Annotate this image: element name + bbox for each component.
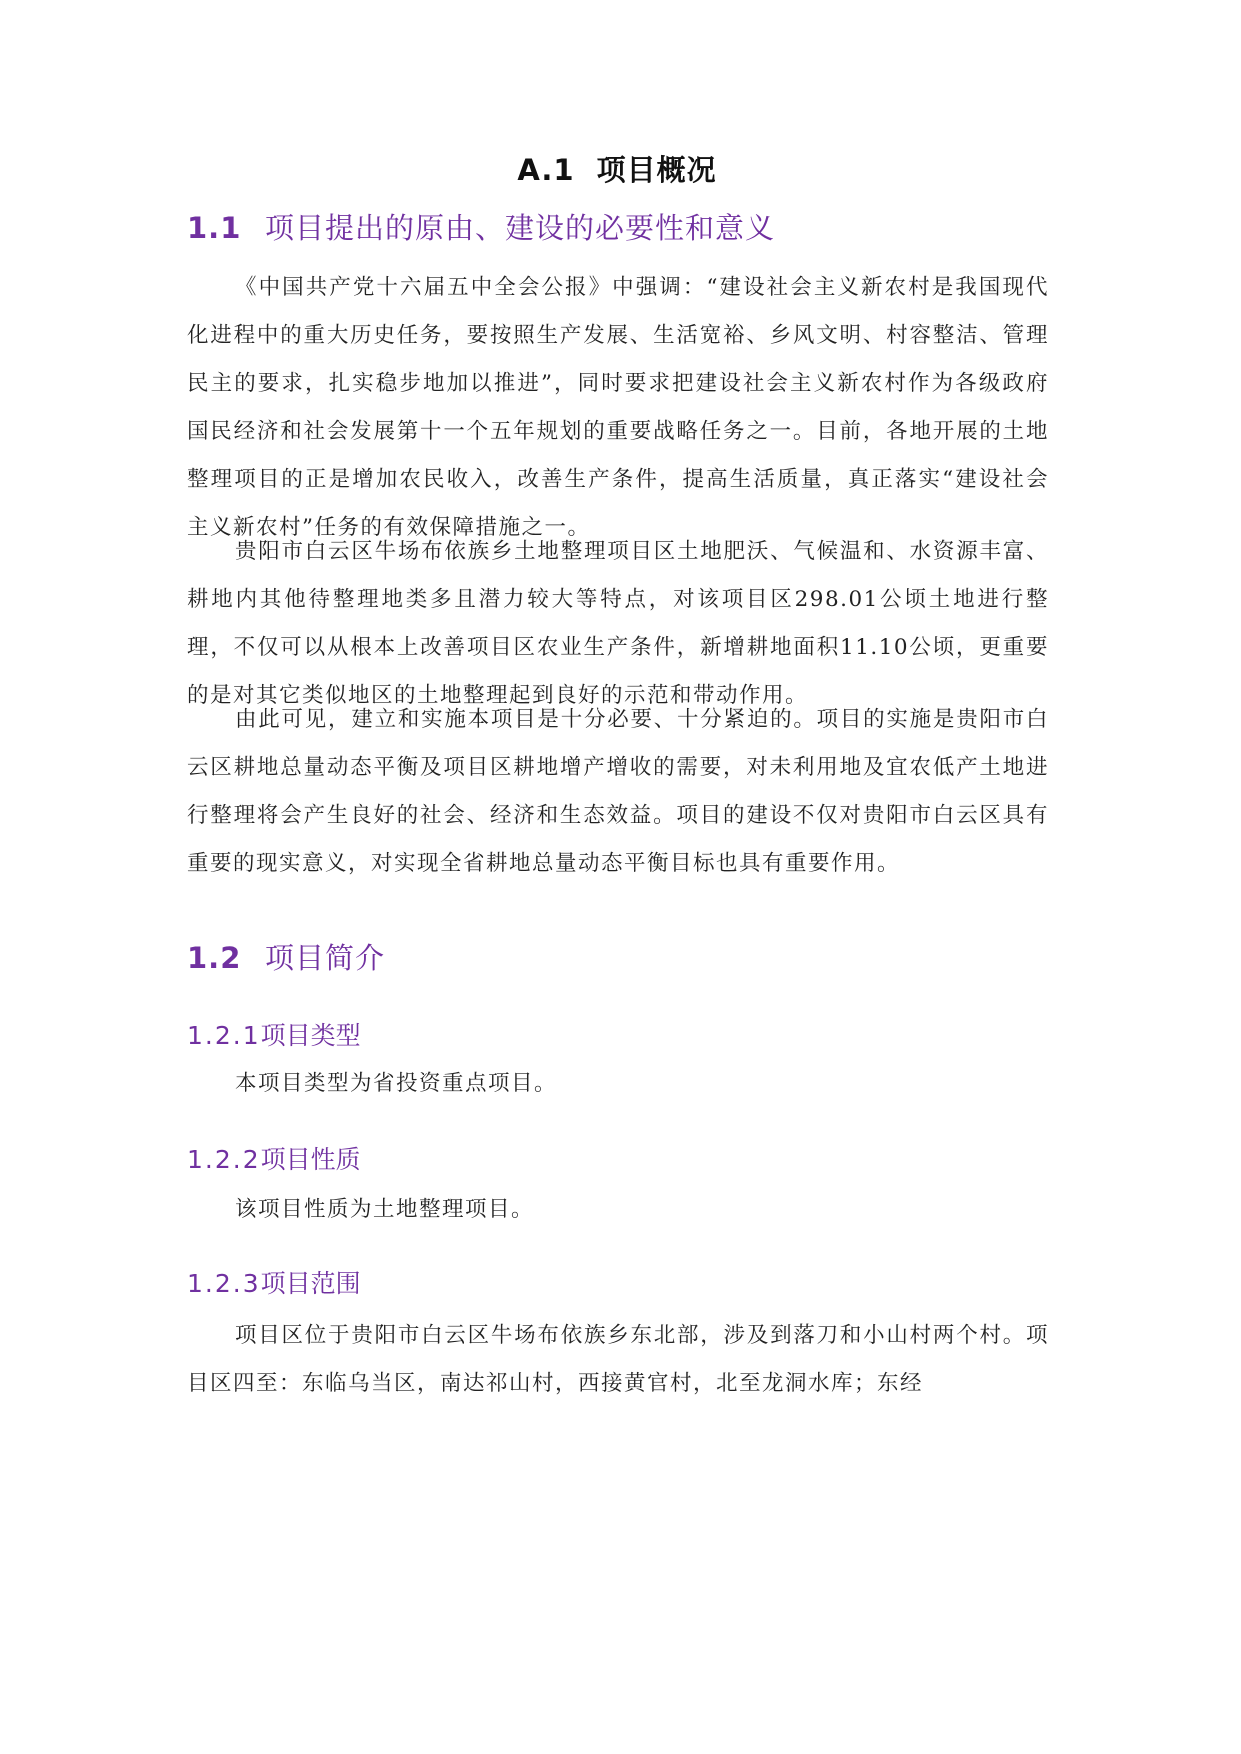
paragraph-project-scope: 项目区位于贵阳市白云区牛场布依族乡东北部，涉及到落刀和小山村两个村。项目区四至：东临乌当区，南达祁山村，西接黄官村，北至龙洞水库；东经 bbox=[187, 1323, 1049, 1396]
subsection-number: 1.2.1 bbox=[187, 1021, 261, 1050]
paragraph-project-type: 本项目类型为省投资重点项目。 bbox=[235, 1071, 558, 1096]
subsection-heading-1-2-3 bbox=[187, 1264, 361, 1300]
paragraph-necessity: 由此可见，建立和实施本项目是十分必要、十分紧迫的。项目的实施是贵阳市白云区耕地总量动态平衡及项目区耕地增产增收的需要，对未利用地及宜农低产土地进行整理将会产生良好的社会、经济和生态效益。项目的建设不仅对贵阳市白云区具有重要的现实意义，对实现全省耕地总量动态平衡目标也具有重要作用。 bbox=[187, 707, 1049, 876]
section-number: 1.2 bbox=[187, 941, 242, 975]
paragraph-project-area: 贵阳市白云区牛场布依族乡土地整理项目区土地肥沃、气候温和、水资源丰富、耕地内其他待整理地类多且潜力较大等特点，对该项目区298.01公顷土地进行整理，不仅可以从根本上改善项目区农业生产条件，新增耕地面积11.10公顷，更重要的是对其它类似地区的土地整理起到良好的示范和带动作用。 bbox=[187, 539, 1049, 708]
subsection-title: 项目类型 bbox=[260, 1021, 361, 1050]
subsection-heading-1-2-1 bbox=[187, 1016, 361, 1052]
subsection-number: 1.2.3 bbox=[187, 1269, 261, 1298]
section-heading-1-1 bbox=[187, 206, 775, 247]
section-number: 1.1 bbox=[187, 211, 242, 245]
chapter-title-text: 项目概况 bbox=[596, 153, 717, 187]
section-title: 项目简介 bbox=[265, 941, 386, 975]
chapter-number: A.1 bbox=[517, 153, 575, 187]
subsection-number: 1.2.2 bbox=[187, 1145, 261, 1174]
subsection-title: 项目范围 bbox=[260, 1269, 361, 1298]
paragraph-project-nature: 该项目性质为土地整理项目。 bbox=[235, 1197, 535, 1222]
section-title: 项目提出的原由、建设的必要性和意义 bbox=[265, 211, 776, 245]
subsection-title: 项目性质 bbox=[260, 1145, 361, 1174]
chapter-heading bbox=[187, 148, 1047, 189]
paragraph-party-communique: 《中国共产党十六届五中全会公报》中强调：“建设社会主义新农村是我国现代化进程中的重大历史任务，要按照生产发展、生活宽裕、乡风文明、村容整洁、管理民主的要求，扎实稳步地加以推进”，同时要求把建设社会主义新农村作为各级政府国民经济和社会发展第十一个五年规划的重要战略任务之一。目前，各地开展的土地整理项目的正是增加农民收入，改善生产条件，提高生活质量，真正落实“建设社会主义新农村”任务的有效保障措施之一。 bbox=[187, 275, 1049, 540]
subsection-heading-1-2-2 bbox=[187, 1140, 361, 1176]
section-heading-1-2 bbox=[187, 936, 385, 977]
